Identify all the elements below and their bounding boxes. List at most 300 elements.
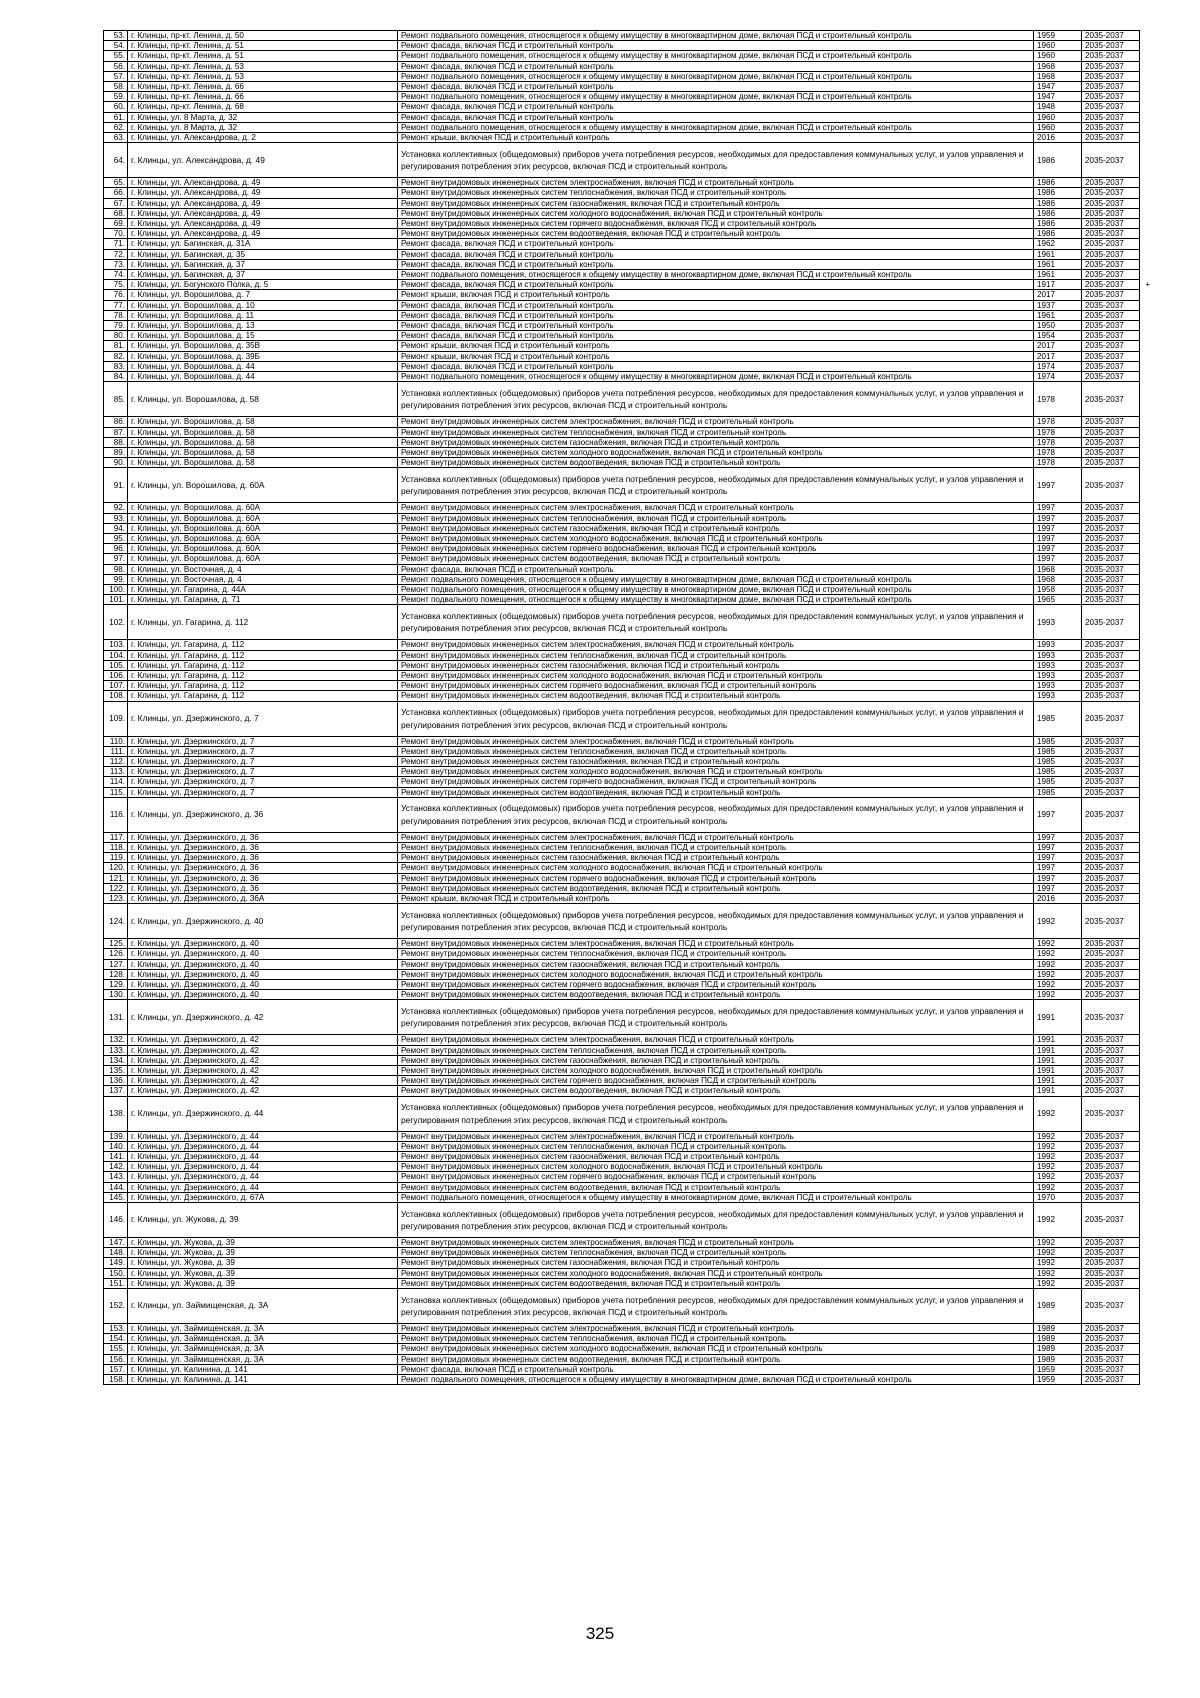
work-type-cell: Ремонт внутридомовых инженерных систем водоотведения, включая ПСД и строительный контроль	[398, 883, 1034, 893]
repair-period-cell: 2035-2037	[1082, 1192, 1140, 1202]
table-row	[104, 797, 1156, 832]
repair-period-cell: 2035-2037	[1082, 746, 1140, 756]
build-year-cell: 1948	[1034, 102, 1082, 112]
table-row	[104, 468, 1156, 503]
margin-mark-cell	[1140, 1364, 1156, 1374]
address-cell: г. Клинцы, ул. Дзержинского, д. 40	[128, 904, 398, 939]
address-cell: г. Клинцы, пр-кт. Ленина, д. 51	[128, 41, 398, 51]
table-row	[104, 842, 1156, 852]
address-cell: г. Клинцы, ул. Жукова, д. 39	[128, 1278, 398, 1288]
table-row	[104, 544, 1156, 554]
repair-period-cell: 2035-2037	[1082, 1076, 1140, 1086]
table-row	[104, 1258, 1156, 1268]
build-year-cell: 1986	[1034, 198, 1082, 208]
repair-period-cell: 2035-2037	[1082, 1268, 1140, 1278]
work-type-cell: Ремонт фасада, включая ПСД и строительный контроль	[398, 249, 1034, 259]
margin-mark-cell	[1140, 447, 1156, 457]
address-cell: г. Клинцы, ул. Гагарина, д. 112	[128, 691, 398, 701]
table-row	[104, 650, 1156, 660]
address-cell: г. Клинцы, ул. Займищенская, д. 3А	[128, 1289, 398, 1324]
work-type-cell: Ремонт фасада, включая ПСД и строительный контроль	[398, 112, 1034, 122]
work-type-cell: Ремонт крыши, включая ПСД и строительный контроль	[398, 290, 1034, 300]
address-cell: г. Клинцы, ул. Займищенская, д. 3А	[128, 1344, 398, 1354]
repair-period-cell: 2035-2037	[1082, 990, 1140, 1000]
build-year-cell: 1992	[1034, 949, 1082, 959]
repair-period-cell: 2035-2037	[1082, 208, 1140, 218]
repair-period-cell: 2035-2037	[1082, 969, 1140, 979]
address-cell: г. Клинцы, ул. Дзержинского, д. 42	[128, 1055, 398, 1065]
row-number-cell: 129.	[104, 980, 128, 990]
table-row	[104, 239, 1156, 249]
repair-period-cell: 2035-2037	[1082, 1162, 1140, 1172]
build-year-cell: 1989	[1034, 1289, 1082, 1324]
margin-mark-cell	[1140, 71, 1156, 81]
build-year-cell: 1992	[1034, 1162, 1082, 1172]
work-type-cell: Ремонт внутридомовых инженерных систем горячего водоснабжения, включая ПСД и строительный контроль	[398, 219, 1034, 229]
margin-mark-cell	[1140, 102, 1156, 112]
row-number-cell: 97.	[104, 554, 128, 564]
work-type-cell: Ремонт фасада, включая ПСД и строительный контроль	[398, 300, 1034, 310]
address-cell: г. Клинцы, ул. Жукова, д. 39	[128, 1203, 398, 1238]
work-type-cell: Ремонт внутридомовых инженерных систем водоотведения, включая ПСД и строительный контроль	[398, 1278, 1034, 1288]
table-row	[104, 1152, 1156, 1162]
address-cell: г. Клинцы, пр-кт. Ленина, д. 66	[128, 92, 398, 102]
repair-period-cell: 2035-2037	[1082, 321, 1140, 331]
address-cell: г. Клинцы, ул. Ворошилова, д. 58	[128, 458, 398, 468]
table-row	[104, 894, 1156, 904]
address-cell: г. Клинцы, ул. Багинская, д. 37	[128, 259, 398, 269]
row-number-cell: 99.	[104, 574, 128, 584]
table-row	[104, 853, 1156, 863]
work-type-cell: Ремонт внутридомовых инженерных систем холодного водоснабжения, включая ПСД и строительный контроль	[398, 1268, 1034, 1278]
build-year-cell: 1991	[1034, 1035, 1082, 1045]
table-row	[104, 533, 1156, 543]
margin-mark-cell	[1140, 437, 1156, 447]
repair-period-cell: 2035-2037	[1082, 980, 1140, 990]
build-year-cell: 1993	[1034, 640, 1082, 650]
table-row	[104, 229, 1156, 239]
row-number-cell: 94.	[104, 523, 128, 533]
address-cell: г. Клинцы, ул. Займищенская, д. 3А	[128, 1324, 398, 1334]
work-type-cell: Ремонт фасада, включая ПСД и строительный контроль	[398, 259, 1034, 269]
work-type-cell: Ремонт внутридомовых инженерных систем электроснабжения, включая ПСД и строительный контроль	[398, 178, 1034, 188]
table-row	[104, 1289, 1156, 1324]
build-year-cell: 1959	[1034, 31, 1082, 41]
repair-period-cell: 2035-2037	[1082, 1344, 1140, 1354]
repair-period-cell: 2035-2037	[1082, 544, 1140, 554]
address-cell: г. Клинцы, ул. Гагарина, д. 71	[128, 595, 398, 605]
margin-mark-cell	[1140, 1344, 1156, 1354]
build-year-cell: 1961	[1034, 270, 1082, 280]
build-year-cell: 1992	[1034, 1141, 1082, 1151]
row-number-cell: 139.	[104, 1131, 128, 1141]
margin-mark-cell	[1140, 382, 1156, 417]
table-row	[104, 351, 1156, 361]
address-cell: г. Клинцы, ул. Дзержинского, д. 7	[128, 701, 398, 736]
repair-period-cell: 2035-2037	[1082, 1172, 1140, 1182]
margin-mark-cell	[1140, 321, 1156, 331]
row-number-cell: 155.	[104, 1344, 128, 1354]
build-year-cell: 1997	[1034, 883, 1082, 893]
row-number-cell: 110.	[104, 736, 128, 746]
table-row	[104, 564, 1156, 574]
table-row	[104, 270, 1156, 280]
work-type-cell: Установка коллективных (общедомовых) приборов учета потребления ресурсов, необходимых для предоставления коммунальных услуг, и узлов управления и регулирования потребления этих ресурсов, включая ПСД и строительный контроль	[398, 143, 1034, 178]
address-cell: г. Клинцы, ул. Гагарина, д. 112	[128, 681, 398, 691]
margin-mark-cell	[1140, 341, 1156, 351]
row-number-cell: 61.	[104, 112, 128, 122]
work-type-cell: Ремонт внутридомовых инженерных систем электроснабжения, включая ПСД и строительный контроль	[398, 1238, 1034, 1248]
repair-period-cell: 2035-2037	[1082, 533, 1140, 543]
repair-period-cell: 2035-2037	[1082, 351, 1140, 361]
table-row	[104, 1364, 1156, 1374]
build-year-cell: 1997	[1034, 544, 1082, 554]
work-type-cell: Ремонт подвального помещения, относящегося к общему имуществу в многоквартирном доме, включая ПСД и строительный контроль	[398, 372, 1034, 382]
table-row	[104, 259, 1156, 269]
margin-mark-cell	[1140, 1035, 1156, 1045]
row-number-cell: 56.	[104, 61, 128, 71]
margin-mark-cell	[1140, 650, 1156, 660]
page-number: 325	[585, 1624, 615, 1643]
margin-mark-cell	[1140, 1182, 1156, 1192]
row-number-cell: 127.	[104, 959, 128, 969]
table-row	[104, 1055, 1156, 1065]
build-year-cell: 1997	[1034, 873, 1082, 883]
row-number-cell: 98.	[104, 564, 128, 574]
work-type-cell: Ремонт внутридомовых инженерных систем теплоснабжения, включая ПСД и строительный контроль	[398, 842, 1034, 852]
address-cell: г. Клинцы, ул. Ворошилова, д. 60А	[128, 544, 398, 554]
table-row	[104, 310, 1156, 320]
work-type-cell: Ремонт внутридомовых инженерных систем электроснабжения, включая ПСД и строительный контроль	[398, 1131, 1034, 1141]
build-year-cell: 1978	[1034, 417, 1082, 427]
repair-period-cell: 2035-2037	[1082, 92, 1140, 102]
build-year-cell: 1961	[1034, 310, 1082, 320]
row-number-cell: 86.	[104, 417, 128, 427]
table-row	[104, 523, 1156, 533]
repair-period-cell: 2035-2037	[1082, 513, 1140, 523]
table-row	[104, 1035, 1156, 1045]
margin-mark-cell	[1140, 188, 1156, 198]
margin-mark-cell	[1140, 178, 1156, 188]
work-type-cell: Ремонт внутридомовых инженерных систем водоотведения, включая ПСД и строительный контроль	[398, 1354, 1034, 1364]
repair-period-cell: 2035-2037	[1082, 894, 1140, 904]
address-cell: г. Клинцы, ул. Ворошилова, д. 15	[128, 331, 398, 341]
margin-mark-cell	[1140, 777, 1156, 787]
build-year-cell: 1985	[1034, 777, 1082, 787]
margin-mark-cell	[1140, 904, 1156, 939]
table-row	[104, 990, 1156, 1000]
work-type-cell: Ремонт внутридомовых инженерных систем теплоснабжения, включая ПСД и строительный контроль	[398, 1045, 1034, 1055]
row-number-cell: 79.	[104, 321, 128, 331]
address-cell: г. Клинцы, ул. Дзержинского, д. 36	[128, 873, 398, 883]
address-cell: г. Клинцы, ул. Дзержинского, д. 44	[128, 1152, 398, 1162]
repair-period-cell: 2035-2037	[1082, 832, 1140, 842]
margin-mark-cell	[1140, 133, 1156, 143]
table-row	[104, 863, 1156, 873]
address-cell: г. Клинцы, ул. Александрова, д. 49	[128, 178, 398, 188]
build-year-cell: 1992	[1034, 1238, 1082, 1248]
address-cell: г. Клинцы, ул. Дзержинского, д. 36	[128, 842, 398, 852]
work-type-cell: Ремонт фасада, включая ПСД и строительный контроль	[398, 239, 1034, 249]
address-cell: г. Клинцы, ул. Дзержинского, д. 40	[128, 949, 398, 959]
address-cell: г. Клинцы, ул. Гагарина, д. 112	[128, 650, 398, 660]
table-row	[104, 178, 1156, 188]
build-year-cell: 1992	[1034, 1131, 1082, 1141]
row-number-cell: 91.	[104, 468, 128, 503]
build-year-cell: 1989	[1034, 1354, 1082, 1364]
repair-period-cell: 2035-2037	[1082, 1324, 1140, 1334]
table-row	[104, 1096, 1156, 1131]
address-cell: г. Клинцы, ул. Ворошилова, д. 39Б	[128, 351, 398, 361]
margin-mark-cell	[1140, 1334, 1156, 1344]
table-row	[104, 554, 1156, 564]
table-row	[104, 1268, 1156, 1278]
repair-period-cell: 2035-2037	[1082, 873, 1140, 883]
work-type-cell: Ремонт фасада, включая ПСД и строительный контроль	[398, 564, 1034, 574]
table-row	[104, 280, 1156, 290]
table-row	[104, 681, 1156, 691]
margin-mark-cell	[1140, 1086, 1156, 1096]
repair-period-cell: 2035-2037	[1082, 1045, 1140, 1055]
build-year-cell: 1947	[1034, 82, 1082, 92]
build-year-cell: 1960	[1034, 51, 1082, 61]
address-cell: г. Клинцы, ул. Гагарина, д. 112	[128, 670, 398, 680]
table-row	[104, 372, 1156, 382]
address-cell: г. Клинцы, ул. Гагарина, д. 112	[128, 605, 398, 640]
table-row	[104, 1375, 1156, 1385]
margin-mark-cell	[1140, 873, 1156, 883]
build-year-cell: 1986	[1034, 208, 1082, 218]
work-type-cell: Ремонт внутридомовых инженерных систем водоотведения, включая ПСД и строительный контроль	[398, 1086, 1034, 1096]
table-row	[104, 143, 1156, 178]
margin-mark-cell	[1140, 1289, 1156, 1324]
work-type-cell: Ремонт крыши, включая ПСД и строительный контроль	[398, 341, 1034, 351]
work-type-cell: Ремонт внутридомовых инженерных систем теплоснабжения, включая ПСД и строительный контроль	[398, 427, 1034, 437]
table-row	[104, 939, 1156, 949]
repair-period-cell: 2035-2037	[1082, 523, 1140, 533]
row-number-cell: 141.	[104, 1152, 128, 1162]
repair-period-cell: 2035-2037	[1082, 71, 1140, 81]
repair-period-cell: 2035-2037	[1082, 102, 1140, 112]
repair-period-cell: 2035-2037	[1082, 564, 1140, 574]
margin-mark-cell	[1140, 1324, 1156, 1334]
row-number-cell: 78.	[104, 310, 128, 320]
address-cell: г. Клинцы, ул. Калинина, д. 141	[128, 1375, 398, 1385]
build-year-cell: 1986	[1034, 188, 1082, 198]
repair-period-cell: 2035-2037	[1082, 670, 1140, 680]
margin-mark-cell	[1140, 143, 1156, 178]
address-cell: г. Клинцы, ул. Ворошилова, д. 58	[128, 437, 398, 447]
table-row	[104, 71, 1156, 81]
table-row	[104, 208, 1156, 218]
build-year-cell: 1997	[1034, 853, 1082, 863]
repair-period-cell: 2035-2037	[1082, 777, 1140, 787]
address-cell: г. Клинцы, ул. Багинская, д. 35	[128, 249, 398, 259]
margin-mark-cell	[1140, 1066, 1156, 1076]
build-year-cell: 1962	[1034, 239, 1082, 249]
row-number-cell: 105.	[104, 660, 128, 670]
row-number-cell: 130.	[104, 990, 128, 1000]
build-year-cell: 1993	[1034, 650, 1082, 660]
address-cell: г. Клинцы, пр-кт. Ленина, д. 51	[128, 51, 398, 61]
repair-period-cell: 2035-2037	[1082, 427, 1140, 437]
margin-mark-cell	[1140, 691, 1156, 701]
build-year-cell: 1970	[1034, 1192, 1082, 1202]
build-year-cell: 1960	[1034, 112, 1082, 122]
margin-mark-cell	[1140, 503, 1156, 513]
margin-mark-cell	[1140, 1076, 1156, 1086]
table-row	[104, 949, 1156, 959]
work-type-cell: Установка коллективных (общедомовых) приборов учета потребления ресурсов, необходимых для предоставления коммунальных услуг, и узлов управления и регулирования потребления этих ресурсов, включая ПСД и строительный контроль	[398, 1203, 1034, 1238]
work-type-cell: Ремонт внутридомовых инженерных систем электроснабжения, включая ПСД и строительный контроль	[398, 832, 1034, 842]
row-number-cell: 76.	[104, 290, 128, 300]
table-row	[104, 1172, 1156, 1182]
table-row	[104, 1066, 1156, 1076]
table-row	[104, 133, 1156, 143]
margin-mark-cell	[1140, 574, 1156, 584]
address-cell: г. Клинцы, ул. Жукова, д. 39	[128, 1238, 398, 1248]
repair-period-cell: 2035-2037	[1082, 584, 1140, 594]
repair-period-cell: 2035-2037	[1082, 660, 1140, 670]
work-type-cell: Ремонт внутридомовых инженерных систем электроснабжения, включая ПСД и строительный контроль	[398, 1324, 1034, 1334]
row-number-cell: 118.	[104, 842, 128, 852]
repair-period-cell: 2035-2037	[1082, 51, 1140, 61]
row-number-cell: 100.	[104, 584, 128, 594]
row-number-cell: 144.	[104, 1182, 128, 1192]
work-type-cell: Ремонт внутридомовых инженерных систем водоотведения, включая ПСД и строительный контроль	[398, 229, 1034, 239]
build-year-cell: 1986	[1034, 178, 1082, 188]
repair-period-cell: 2035-2037	[1082, 904, 1140, 939]
margin-mark-cell	[1140, 372, 1156, 382]
address-cell: г. Клинцы, ул. Александрова, д. 49	[128, 143, 398, 178]
row-number-cell: 108.	[104, 691, 128, 701]
build-year-cell: 1961	[1034, 249, 1082, 259]
work-type-cell: Ремонт внутридомовых инженерных систем холодного водоснабжения, включая ПСД и строительный контроль	[398, 533, 1034, 543]
repair-period-cell: 2035-2037	[1082, 310, 1140, 320]
margin-mark-cell	[1140, 1258, 1156, 1268]
address-cell: г. Клинцы, ул. Ворошилова, д. 35В	[128, 341, 398, 351]
work-type-cell: Ремонт внутридомовых инженерных систем холодного водоснабжения, включая ПСД и строительный контроль	[398, 863, 1034, 873]
row-number-cell: 135.	[104, 1066, 128, 1076]
table-row	[104, 736, 1156, 746]
margin-mark-cell	[1140, 1141, 1156, 1151]
repair-period-cell: 2035-2037	[1082, 1182, 1140, 1192]
address-cell: г. Клинцы, ул. Ворошилова, д. 10	[128, 300, 398, 310]
row-number-cell: 138.	[104, 1096, 128, 1131]
repair-period-cell: 2035-2037	[1082, 1086, 1140, 1096]
row-number-cell: 72.	[104, 249, 128, 259]
row-number-cell: 85.	[104, 382, 128, 417]
work-type-cell: Ремонт внутридомовых инженерных систем горячего водоснабжения, включая ПСД и строительный контроль	[398, 544, 1034, 554]
margin-mark-cell	[1140, 513, 1156, 523]
work-type-cell: Ремонт внутридомовых инженерных систем газоснабжения, включая ПСД и строительный контроль	[398, 1152, 1034, 1162]
work-type-cell: Ремонт внутридомовых инженерных систем холодного водоснабжения, включая ПСД и строительный контроль	[398, 208, 1034, 218]
row-number-cell: 73.	[104, 259, 128, 269]
table-row	[104, 1324, 1156, 1334]
address-cell: г. Клинцы, ул. Александрова, д. 49	[128, 188, 398, 198]
repair-period-cell: 2035-2037	[1082, 1055, 1140, 1065]
margin-mark-cell	[1140, 746, 1156, 756]
margin-mark-cell	[1140, 300, 1156, 310]
work-type-cell: Установка коллективных (общедомовых) приборов учета потребления ресурсов, необходимых для предоставления коммунальных услуг, и узлов управления и регулирования потребления этих ресурсов, включая ПСД и строительный контроль	[398, 1096, 1034, 1131]
row-number-cell: 84.	[104, 372, 128, 382]
address-cell: г. Клинцы, ул. Гагарина, д. 112	[128, 640, 398, 650]
work-type-cell: Установка коллективных (общедомовых) приборов учета потребления ресурсов, необходимых для предоставления коммунальных услуг, и узлов управления и регулирования потребления этих ресурсов, включая ПСД и строительный контроль	[398, 701, 1034, 736]
table-row	[104, 437, 1156, 447]
row-number-cell: 62.	[104, 122, 128, 132]
margin-mark-cell	[1140, 229, 1156, 239]
row-number-cell: 70.	[104, 229, 128, 239]
repair-period-cell: 2035-2037	[1082, 188, 1140, 198]
repair-period-cell: 2035-2037	[1082, 939, 1140, 949]
work-type-cell: Ремонт внутридомовых инженерных систем водоотведения, включая ПСД и строительный контроль	[398, 787, 1034, 797]
table-row	[104, 92, 1156, 102]
row-number-cell: 101.	[104, 595, 128, 605]
repair-period-cell: 2035-2037	[1082, 331, 1140, 341]
repair-period-cell: 2035-2037	[1082, 198, 1140, 208]
row-number-cell: 81.	[104, 341, 128, 351]
row-number-cell: 107.	[104, 681, 128, 691]
build-year-cell: 1985	[1034, 736, 1082, 746]
table-row	[104, 427, 1156, 437]
margin-mark-cell	[1140, 533, 1156, 543]
address-cell: г. Клинцы, ул. Ворошилова, д. 60А	[128, 503, 398, 513]
address-cell: г. Клинцы, ул. Дзержинского, д. 42	[128, 1076, 398, 1086]
table-row	[104, 417, 1156, 427]
repair-period-cell: 2035-2037	[1082, 341, 1140, 351]
address-cell: г. Клинцы, ул. Займищенская, д. 3А	[128, 1334, 398, 1344]
work-type-cell: Ремонт внутридомовых инженерных систем теплоснабжения, включая ПСД и строительный контроль	[398, 1248, 1034, 1258]
table-row	[104, 198, 1156, 208]
work-type-cell: Ремонт внутридомовых инженерных систем газоснабжения, включая ПСД и строительный контроль	[398, 437, 1034, 447]
build-year-cell: 1992	[1034, 1096, 1082, 1131]
row-number-cell: 93.	[104, 513, 128, 523]
work-type-cell: Ремонт внутридомовых инженерных систем холодного водоснабжения, включая ПСД и строительный контроль	[398, 767, 1034, 777]
repair-period-cell: 2035-2037	[1082, 1152, 1140, 1162]
work-type-cell: Ремонт подвального помещения, относящегося к общему имуществу в многоквартирном доме, включая ПСД и строительный контроль	[398, 92, 1034, 102]
table-row	[104, 51, 1156, 61]
work-type-cell: Ремонт фасада, включая ПСД и строительный контроль	[398, 1364, 1034, 1374]
address-cell: г. Клинцы, ул. Дзержинского, д. 36	[128, 863, 398, 873]
table-row	[104, 447, 1156, 457]
row-number-cell: 145.	[104, 1192, 128, 1202]
row-number-cell: 140.	[104, 1141, 128, 1151]
margin-mark-cell: +	[1140, 280, 1156, 290]
work-type-cell: Ремонт крыши, включая ПСД и строительный контроль	[398, 133, 1034, 143]
margin-mark-cell	[1140, 605, 1156, 640]
table-row	[104, 980, 1156, 990]
row-number-cell: 128.	[104, 969, 128, 979]
address-cell: г. Клинцы, ул. Ворошилова, д. 60А	[128, 513, 398, 523]
row-number-cell: 103.	[104, 640, 128, 650]
repair-period-cell: 2035-2037	[1082, 122, 1140, 132]
build-year-cell: 1950	[1034, 321, 1082, 331]
work-type-cell: Ремонт фасада, включая ПСД и строительный контроль	[398, 321, 1034, 331]
build-year-cell: 1978	[1034, 427, 1082, 437]
repair-period-cell: 2035-2037	[1082, 949, 1140, 959]
margin-mark-cell	[1140, 239, 1156, 249]
build-year-cell: 1991	[1034, 1076, 1082, 1086]
address-cell: г. Клинцы, ул. Ворошилова, д. 11	[128, 310, 398, 320]
address-cell: г. Клинцы, ул. Ворошилова, д. 60А	[128, 554, 398, 564]
repair-period-cell: 2035-2037	[1082, 701, 1140, 736]
row-number-cell: 96.	[104, 544, 128, 554]
work-type-cell: Ремонт крыши, включая ПСД и строительный контроль	[398, 351, 1034, 361]
row-number-cell: 158.	[104, 1375, 128, 1385]
work-type-cell: Ремонт внутридомовых инженерных систем водоотведения, включая ПСД и строительный контроль	[398, 691, 1034, 701]
repair-period-cell: 2035-2037	[1082, 1289, 1140, 1324]
address-cell: г. Клинцы, ул. Богунского Полка, д. 5	[128, 280, 398, 290]
